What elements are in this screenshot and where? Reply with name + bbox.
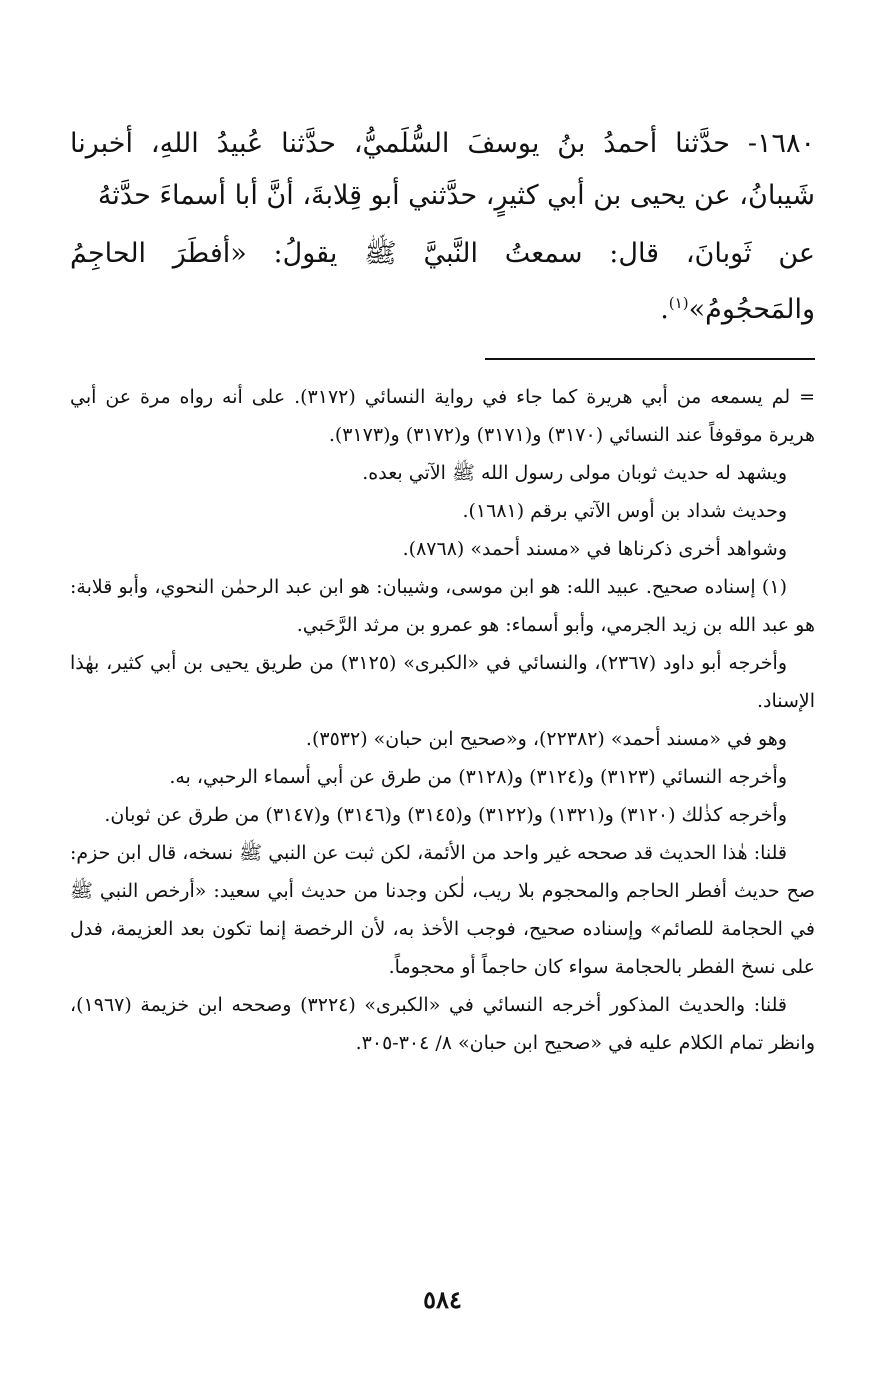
hadith-end-punct: .: [660, 294, 669, 325]
footnote-marker: (١): [668, 294, 689, 312]
footnote-continuation: = لم يسمعه من أبي هريرة كما جاء في رواية النسائي (٣١٧٢). على أنه رواه مرة عن أبي هريرة موقوفاً عند النسائي (٣١٧٠) و(٣١٧١) و(٣١٧٢) و(٣١٧٣).: [70, 386, 815, 446]
footnote-paragraph: قلنا: والحديث المذكور أخرجه النسائي في «الكبرى» (٣٢٢٤) وصححه ابن خزيمة (١٩٦٧)، وانظر تمام الكلام عليه في «صحيح ابن حبان» ٨/ ٣٠٤-٣٠٥.: [70, 994, 815, 1054]
footnotes: [70, 378, 815, 1062]
hadith-isnad: ١٦٨٠- حدَّثنا أحمدُ بنُ يوسفَ السُّلَميُّ، حدَّثنا عُبيدُ اللهِ، أخبرنا شَيبانُ، عن يحيى بن أبي كثيرٍ، حدَّثني أبو قِلابةَ، أنَّ أبا أسماءَ حدَّثهُ: [70, 128, 815, 211]
footnote-1: (١) إسناده صحيح. عبيد الله: هو ابن موسى، وشيبان: هو ابن عبد الرحمٰن النحوي، وأبو قلابة: هو عبد الله بن زيد الجرمي، وأبو أسماء: هو عمرو بن مرثد الرَّحَبي.: [70, 576, 815, 636]
footnote-paragraph: وحديث شداد بن أوس الآتي برقم (١٦٨١).: [462, 500, 787, 522]
page-number: ٥٨٤: [423, 1285, 462, 1314]
footnote-paragraph: وأخرجه أبو داود (٢٣٦٧)، والنسائي في «الكبرى» (٣١٢٥) من طريق يحيى بن أبي كثير، بهٰذا الإسناد.: [70, 652, 815, 712]
book-page: [70, 118, 815, 1062]
footnote-paragraph: وأخرجه كذٰلك (٣١٢٠) و(١٣٢١) و(٣١٢٢) و(٣١٤٥) و(٣١٤٦) و(٣١٤٧) من طرق عن ثوبان.: [104, 804, 787, 826]
hadith-matn-text: عن ثَوبانَ، قال: سمعتُ النَّبيَّ ﷺ يقولُ: «أفطَرَ الحاجِمُ والمَحجُومُ»: [70, 238, 815, 325]
footnote-paragraph: وهو في «مسند أحمد» (٢٢٣٨٢)، و«صحيح ابن حبان» (٣٥٣٢).: [305, 728, 787, 750]
hadith-block: [70, 118, 815, 338]
footnote-paragraph: وأخرجه النسائي (٣١٢٣) و(٣١٢٤) و(٣١٢٨) من طرق عن أبي أسماء الرحبي، به.: [169, 766, 787, 788]
footnote-separator: [485, 358, 815, 360]
footnote-paragraph: وشواهد أخرى ذكرناها في «مسند أحمد» (٨٧٦٨).: [402, 538, 787, 560]
hadith-matn: [70, 226, 815, 338]
footnote-paragraph: ويشهد له حديث ثوبان مولى رسول الله ﷺ الآتي بعده.: [362, 462, 787, 484]
footnote-paragraph: قلنا: هٰذا الحديث قد صححه غير واحد من الأئمة، لكن ثبت عن النبي ﷺ نسخه، قال ابن حزم: صح حديث أفطر الحاجم والمحجوم بلا ريب، لٰكن وجدنا من حديث أبي سعيد: «أرخص النبي ﷺ في الحجامة للصائم» وإسناده صحيح، فوجب الأخذ به، لأن الرخصة إنما تكون بعد العزيمة، فدل على نسخ الفطر بالحجامة سواء كان حاجماً أو محجوماً.: [70, 842, 815, 978]
